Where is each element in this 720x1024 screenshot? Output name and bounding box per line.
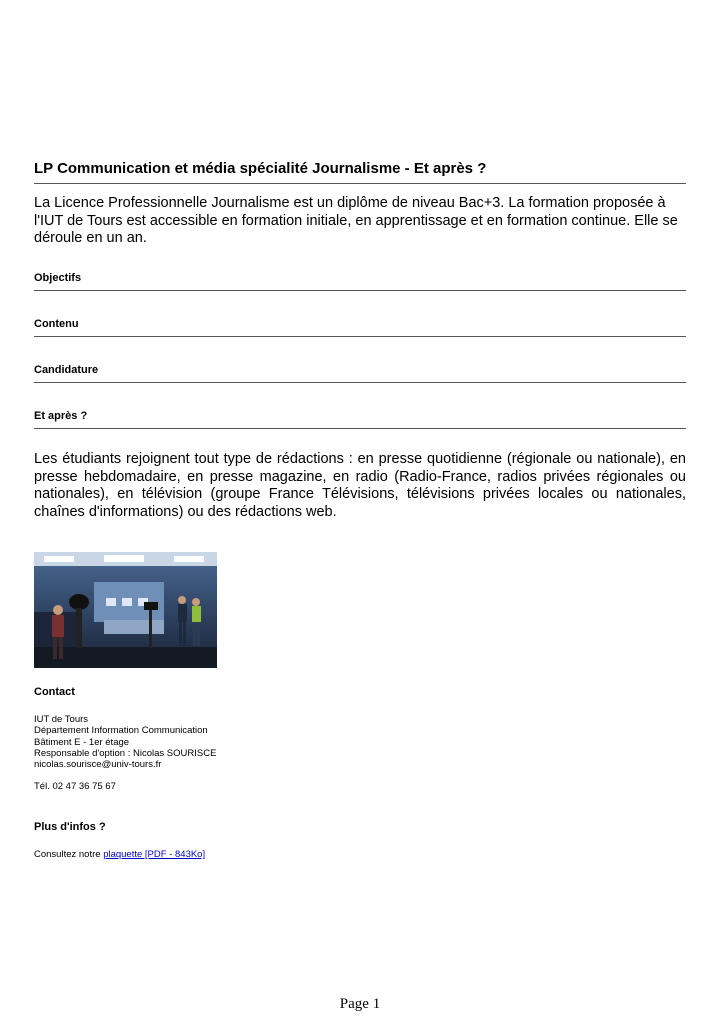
brochure-link[interactable]: plaquette [PDF - 843Ko] [103, 849, 206, 860]
contact-address-block [34, 714, 216, 770]
tv-studio-photo [34, 552, 217, 668]
contact-email: nicolas.sourisce@univ-tours.fr [34, 759, 162, 771]
section-heading-objectifs: Objectifs [34, 272, 686, 291]
infos-prefix: Consultez notre [34, 849, 104, 860]
et-apres-paragraph: Les étudiants rejoignent tout type de rédactions : en presse quotidienne (régionale ou nationale), en presse hebdomadaire, en presse magazine, en radio (Radio-France, radios privées régionales ou nationales), en télévision (groupe France Télévisions, télévisions privées locales ou nationales, chaînes d'informations) ou des rédactions web. [34, 451, 686, 520]
contact-line: Responsable d'option : Nicolas SOURISCE [34, 747, 217, 759]
contact-phone: Tél. 02 47 36 75 67 [34, 781, 116, 792]
contact-line: IUT de Tours [34, 714, 89, 725]
intro-paragraph: La Licence Professionnelle Journalisme est un diplôme de niveau Bac+3. La formation proposée à l'IUT de Tours est accessible en formation initiale, en apprentissage et en formation continue. Elle se déroule en un an. [34, 195, 678, 246]
infos-heading: Plus d'infos ? [34, 821, 106, 833]
contact-line: Bâtiment E - 1er étage [34, 736, 130, 748]
section-heading-candidature: Candidature [34, 364, 686, 383]
section-heading-contenu: Contenu [34, 318, 686, 337]
page-number: Page 1 [339, 996, 381, 1012]
contact-heading: Contact [34, 686, 75, 698]
infos-line [34, 849, 205, 860]
page-title: LP Communication et média spécialité Journalisme - Et après ? [34, 160, 686, 184]
section-heading-et-apres: Et après ? [34, 410, 686, 429]
contact-line: Département Information Communication [34, 725, 208, 737]
